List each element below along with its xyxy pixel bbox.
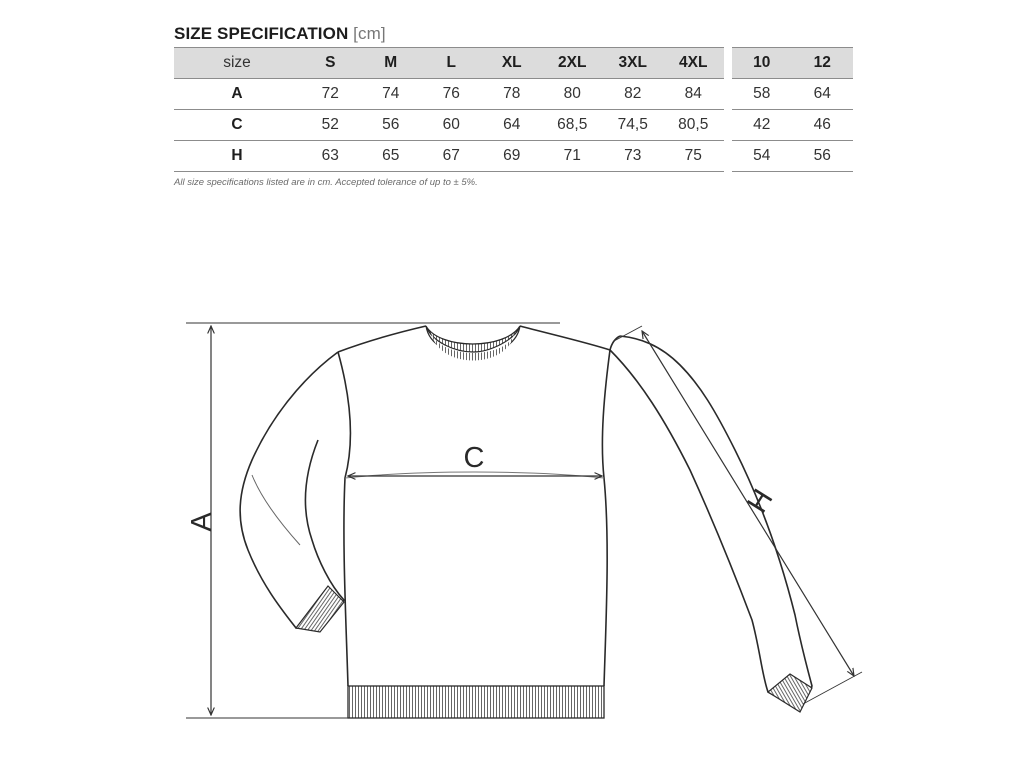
header-size-s: S	[300, 47, 361, 79]
header-size-10: 10	[732, 47, 793, 79]
table-cell: 71	[542, 141, 603, 172]
right-cuff-rib	[768, 674, 812, 712]
table-cell: 67	[421, 141, 482, 172]
table-cell: 56	[792, 141, 853, 172]
table-cell: 63	[300, 141, 361, 172]
table-cell: 54	[732, 141, 793, 172]
title-text: SIZE SPECIFICATION	[174, 24, 349, 43]
row-label: C	[174, 110, 300, 141]
header-size-xl: XL	[482, 47, 543, 79]
hem-rib	[348, 686, 604, 718]
label-h: H	[741, 483, 780, 519]
header-size-12: 12	[792, 47, 853, 79]
header-size-2xl: 2XL	[542, 47, 603, 79]
table-cell: 60	[421, 110, 482, 141]
table-cell: 56	[361, 110, 422, 141]
table-cell: 75	[663, 141, 724, 172]
measure-h-line	[614, 326, 862, 704]
table-cell: 42	[732, 110, 793, 141]
header-size-3xl: 3XL	[603, 47, 664, 79]
table-cell: 64	[792, 79, 853, 110]
table-cell: 76	[421, 79, 482, 110]
label-c: C	[463, 442, 485, 474]
table-cell: 46	[792, 110, 853, 141]
table-cell: 78	[482, 79, 543, 110]
table-cell: 68,5	[542, 110, 603, 141]
table-cell: 80	[542, 79, 603, 110]
table-cell: 74	[361, 79, 422, 110]
tolerance-note: All size specifications listed are in cm. Accepted tolerance of up to ± 5%.	[174, 177, 478, 188]
title-unit: [cm]	[353, 24, 386, 43]
table-cell: 73	[603, 141, 664, 172]
table-cell: 69	[482, 141, 543, 172]
table-cell: 72	[300, 79, 361, 110]
table-cell: 84	[663, 79, 724, 110]
row-label: A	[174, 79, 300, 110]
header-size-m: M	[361, 47, 422, 79]
sweatshirt-outline	[240, 326, 812, 710]
row-label: H	[174, 141, 300, 172]
header-size-4xl: 4XL	[663, 47, 724, 79]
table-cell: 82	[603, 79, 664, 110]
label-a: A	[186, 512, 218, 532]
table-cell: 64	[482, 110, 543, 141]
header-size-l: L	[421, 47, 482, 79]
measure-a-line	[186, 323, 560, 718]
table-cell: 52	[300, 110, 361, 141]
table-cell: 74,5	[603, 110, 664, 141]
table-cell: 58	[732, 79, 793, 110]
left-cuff-rib	[296, 586, 344, 632]
table-cell: 80,5	[663, 110, 724, 141]
header-size-label: size	[174, 47, 300, 79]
table-cell: 65	[361, 141, 422, 172]
